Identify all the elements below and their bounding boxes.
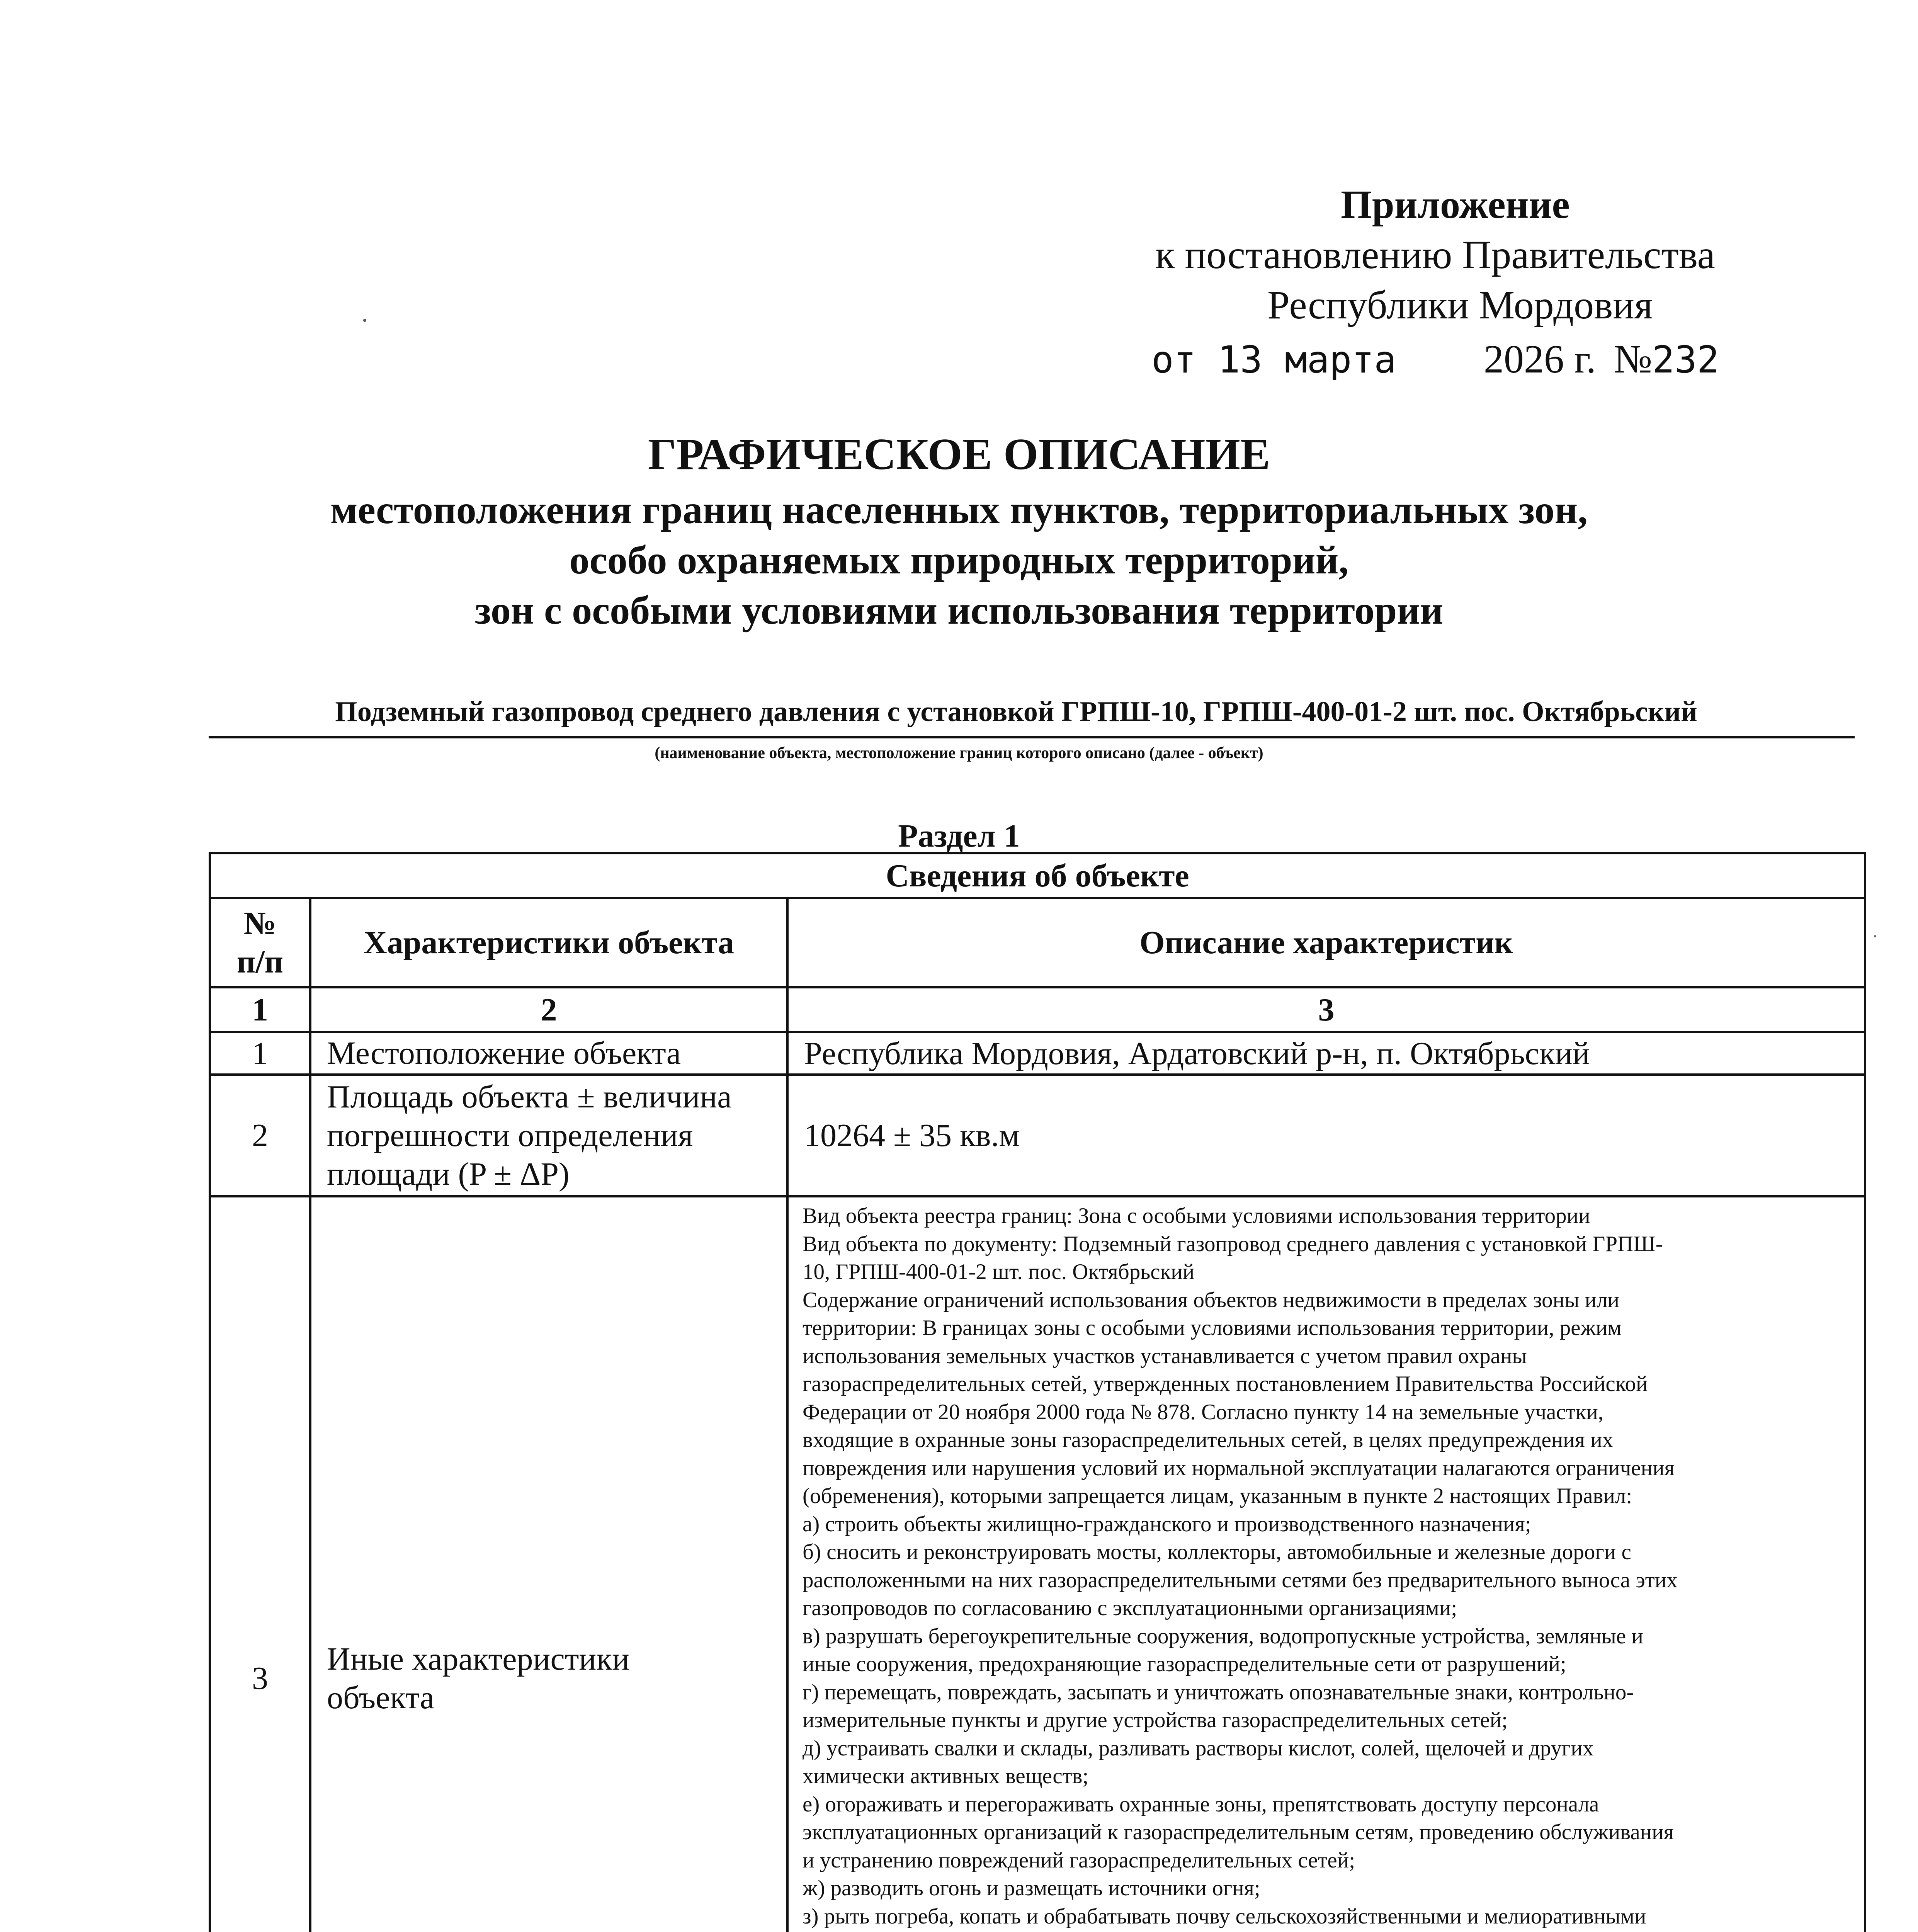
header-number-line: п/п (236, 944, 284, 980)
appendix-title: Приложение (1341, 182, 1570, 227)
details-line: территории: В границах зоны с особыми условиями использования территории, режим (803, 1316, 1622, 1340)
details-line: ж) разводить огонь и размещать источники огня; (803, 1876, 1260, 1900)
details-line: иные сооружения, предохраняющие газораспределительные сети от разрушений; (803, 1652, 1566, 1676)
details-line: использования земельных участков устанавливается с учетом правил охраны (803, 1344, 1527, 1368)
date-day-month: 13 марта (1217, 338, 1396, 381)
details-line: а) строить объекты жилищно-гражданского и производственного назначения; (803, 1512, 1531, 1536)
details-line: Федерации от 20 ноября 2000 года № 878. Согласно пункту 14 на земельные участки, (803, 1400, 1604, 1424)
column-index: 1 (210, 987, 310, 1032)
scan-speck (363, 319, 366, 322)
column-index-row (210, 987, 1865, 1032)
row-characteristic (310, 1075, 787, 1196)
object-caption: (наименование объекта, местоположение границ которого описано (далее - объект) (655, 744, 1263, 762)
details-line: Содержание ограничений использования объектов недвижимости в пределах зоны или (803, 1287, 1620, 1312)
document-title: ГРАФИЧЕСКОЕ ОПИСАНИЕ (648, 430, 1270, 479)
section-title: Раздел 1 (898, 818, 1020, 854)
document-number: 232 (1652, 338, 1719, 381)
details-line: з) рыть погреба, копать и обрабатывать почву сельскохозяйственными и мелиоративными (803, 1904, 1646, 1929)
row-characteristic-line: Местоположение объекта (327, 1035, 681, 1071)
details-line: д) устраивать свалки и склады, разливать растворы кислот, солей, щелочей и других (803, 1736, 1594, 1760)
header-characteristic: Характеристики объекта (310, 898, 787, 987)
details-line: газораспределительных сетей, утвержденных постановлением Правительства Российской (803, 1372, 1648, 1396)
subtitle-line: особо охраняемых природных территорий, (569, 538, 1349, 582)
details-line: химически активных веществ; (803, 1764, 1089, 1788)
date-prefix: от (1151, 338, 1196, 381)
details-line: г) перемещать, повреждать, засыпать и уничтожать опознавательные знаки, контрольно- (803, 1680, 1634, 1704)
table-caption-row (210, 853, 1865, 898)
details-line: входящие в охранные зоны газораспределительных сетей, в целях предупреждения их (803, 1428, 1614, 1452)
details-line: е) огораживать и перегораживать охранные зоны, препятствовать доступу персонала (803, 1792, 1599, 1816)
details-line: измерительные пункты и другие устройства газораспределительных сетей; (803, 1708, 1508, 1732)
row-number: 2 (210, 1075, 310, 1196)
row-characteristic (310, 1032, 787, 1075)
appendix-date (1151, 336, 1719, 382)
table-header-row (210, 898, 1865, 987)
details-line: расположенными на них газораспределительными сетями без предварительного выноса этих (803, 1568, 1678, 1592)
row-characteristic-line: погрешности определения (327, 1117, 693, 1153)
table-caption: Сведения об объекте (210, 853, 1865, 898)
details-line: и устранению повреждений газораспределительных сетей; (803, 1848, 1355, 1872)
details-line: 10, ГРПШ-400-01-2 шт. пос. Октябрьский (803, 1260, 1195, 1284)
column-index: 2 (310, 987, 787, 1032)
row-characteristic-line: Иные характеристики (327, 1641, 630, 1677)
table-row (210, 1196, 1865, 1932)
object-name: Подземный газопровод среднего давления с установкой ГРПШ-10, ГРПШ-400-01-2 шт. пос. Октябрьский (335, 696, 1697, 728)
header-number-line: № (243, 905, 277, 941)
date-year: 2026 г. (1483, 337, 1596, 381)
details-line: эксплуатационных организаций к газораспределительным сетям, проведению обслуживания (803, 1820, 1674, 1844)
table-row (210, 1075, 1865, 1196)
details-text (803, 1202, 1856, 1932)
details-line: повреждения или нарушения условий их нормальной эксплуатации налагаются ограничения (803, 1456, 1675, 1480)
appendix-line-1: к постановлению Правительства (1155, 233, 1715, 277)
row-characteristic-line: объекта (327, 1679, 435, 1716)
row-characteristic (310, 1196, 787, 1932)
details-line: в) разрушать берегоукрепительные сооружения, водопропускные устройства, земляные и (803, 1624, 1643, 1648)
details-line (803, 1930, 1856, 1932)
row-number: 3 (210, 1196, 310, 1932)
details-line: газопроводов по согласованию с эксплуатационными организациями; (803, 1596, 1457, 1620)
details-line: Вид объекта по документу: Подземный газопровод среднего давления с установкой ГРПШ- (803, 1231, 1663, 1256)
appendix-line-2: Республики Мордовия (1267, 283, 1653, 327)
details-line: б) сносить и реконструировать мосты, коллекторы, автомобильные и железные дороги с (803, 1540, 1631, 1564)
header-number (210, 898, 310, 987)
row-value: 10264 ± 35 кв.м (787, 1075, 1865, 1196)
object-info-table (209, 852, 1866, 1932)
subtitle-line: местоположения границ населенных пунктов, территориальных зон, (330, 488, 1588, 532)
object-underline (209, 736, 1855, 738)
subtitle-line: зон с особыми условиями использования территории (474, 588, 1444, 633)
row-details (787, 1196, 1865, 1932)
row-number: 1 (210, 1032, 310, 1075)
details-line: (обременения), которыми запрещается лицам, указанным в пункте 2 настоящих Правил: (803, 1484, 1632, 1508)
table-row (210, 1032, 1865, 1075)
column-index: 3 (787, 987, 1865, 1032)
row-characteristic-line: Площадь объекта ± величина (327, 1078, 732, 1115)
header-description: Описание характеристик (787, 898, 1865, 987)
row-characteristic-line: площади (P ± ΔP) (327, 1156, 570, 1192)
scan-speck (1874, 935, 1876, 937)
document-subtitle (0, 485, 1918, 636)
row-value: Республика Мордовия, Ардатовский р-н, п. Октябрьский (787, 1032, 1865, 1075)
number-prefix: № (1614, 337, 1653, 381)
details-line: Вид объекта реестра границ: Зона с особыми условиями использования территории (803, 1204, 1590, 1228)
